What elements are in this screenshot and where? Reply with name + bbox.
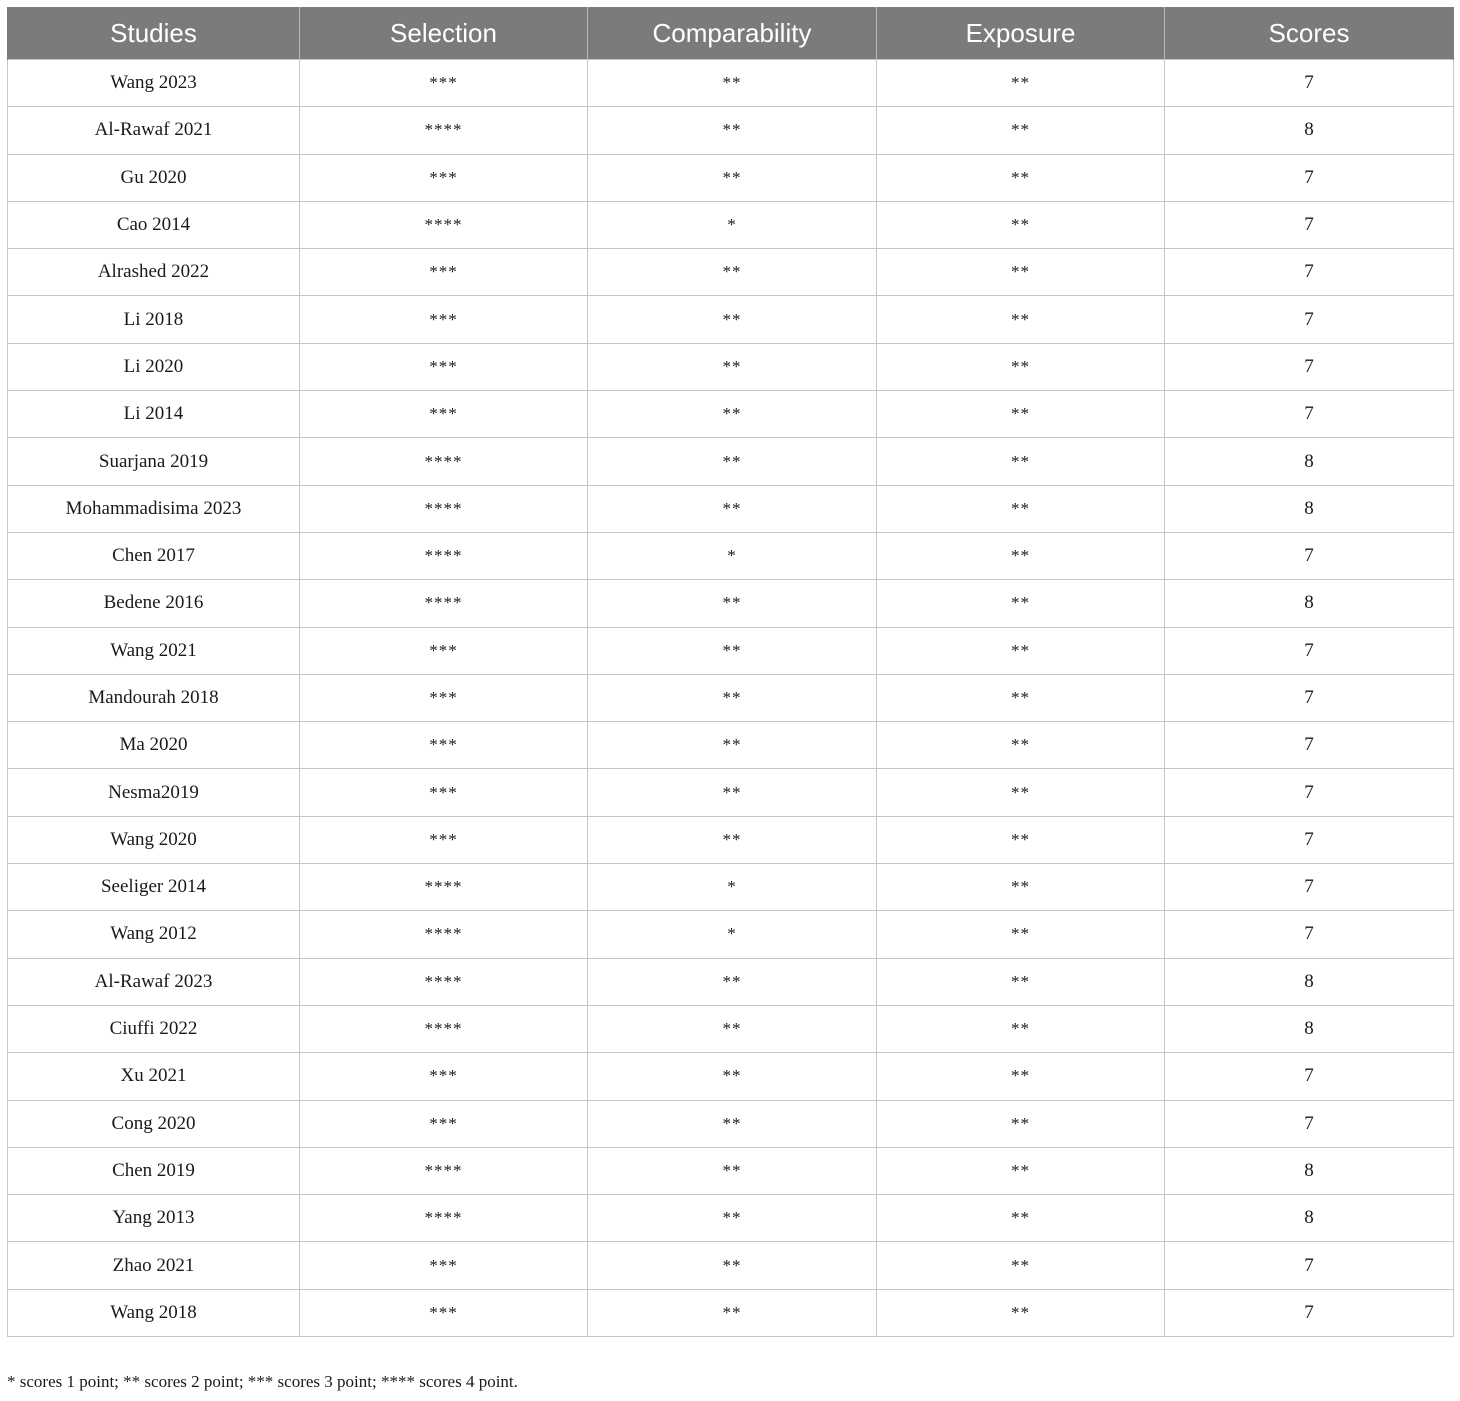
- score-cell: 8: [1165, 1195, 1454, 1242]
- score-cell: 7: [1165, 627, 1454, 674]
- table-row: [8, 1242, 1454, 1289]
- exposure-cell: **: [877, 580, 1165, 627]
- table-row: [8, 485, 1454, 532]
- table-row: [8, 1147, 1454, 1194]
- exposure-cell: **: [877, 722, 1165, 769]
- score-cell: 8: [1165, 107, 1454, 154]
- score-cell: 8: [1165, 580, 1454, 627]
- selection-cell: ****: [300, 864, 588, 911]
- score-cell: 8: [1165, 958, 1454, 1005]
- study-name-cell: Li 2018: [8, 296, 300, 343]
- exposure-cell: **: [877, 769, 1165, 816]
- comparability-cell: **: [588, 1195, 877, 1242]
- exposure-cell: **: [877, 485, 1165, 532]
- comparability-cell: **: [588, 1100, 877, 1147]
- study-name-cell: Al-Rawaf 2021: [8, 107, 300, 154]
- selection-cell: ****: [300, 1005, 588, 1052]
- table-row: [8, 1005, 1454, 1052]
- selection-cell: ***: [300, 1100, 588, 1147]
- comparability-cell: **: [588, 1289, 877, 1336]
- study-name-cell: Seeliger 2014: [8, 864, 300, 911]
- selection-cell: ****: [300, 438, 588, 485]
- exposure-cell: **: [877, 627, 1165, 674]
- score-cell: 8: [1165, 1005, 1454, 1052]
- score-cell: 7: [1165, 769, 1454, 816]
- study-name-cell: Bedene 2016: [8, 580, 300, 627]
- quality-assessment-table-wrapper: [7, 7, 1453, 1337]
- study-name-cell: Ciuffi 2022: [8, 1005, 300, 1052]
- comparability-cell: **: [588, 249, 877, 296]
- table-row: [8, 627, 1454, 674]
- score-cell: 8: [1165, 485, 1454, 532]
- selection-cell: ***: [300, 1053, 588, 1100]
- selection-cell: ***: [300, 769, 588, 816]
- exposure-cell: **: [877, 816, 1165, 863]
- exposure-cell: **: [877, 1005, 1165, 1052]
- comparability-cell: **: [588, 343, 877, 390]
- table-row: [8, 532, 1454, 579]
- comparability-cell: **: [588, 60, 877, 107]
- comparability-cell: *: [588, 911, 877, 958]
- selection-cell: ***: [300, 154, 588, 201]
- table-row: [8, 391, 1454, 438]
- comparability-cell: **: [588, 107, 877, 154]
- table-row: [8, 769, 1454, 816]
- exposure-cell: **: [877, 958, 1165, 1005]
- study-name-cell: Gu 2020: [8, 154, 300, 201]
- table-row: [8, 580, 1454, 627]
- exposure-cell: **: [877, 201, 1165, 248]
- study-name-cell: Chen 2017: [8, 532, 300, 579]
- selection-cell: ***: [300, 816, 588, 863]
- header-row: [8, 7, 1454, 60]
- study-name-cell: Wang 2020: [8, 816, 300, 863]
- study-name-cell: Al-Rawaf 2023: [8, 958, 300, 1005]
- table-row: [8, 296, 1454, 343]
- selection-cell: ****: [300, 107, 588, 154]
- table-row: [8, 107, 1454, 154]
- study-name-cell: Wang 2021: [8, 627, 300, 674]
- study-name-cell: Ma 2020: [8, 722, 300, 769]
- score-cell: 7: [1165, 532, 1454, 579]
- study-name-cell: Alrashed 2022: [8, 249, 300, 296]
- study-name-cell: Wang 2018: [8, 1289, 300, 1336]
- selection-cell: ***: [300, 249, 588, 296]
- table-row: [8, 343, 1454, 390]
- study-name-cell: Mandourah 2018: [8, 674, 300, 721]
- score-cell: 7: [1165, 391, 1454, 438]
- score-cell: 7: [1165, 1242, 1454, 1289]
- study-name-cell: Zhao 2021: [8, 1242, 300, 1289]
- study-name-cell: Cao 2014: [8, 201, 300, 248]
- exposure-cell: **: [877, 532, 1165, 579]
- column-header-studies: Studies: [8, 7, 300, 60]
- selection-cell: ***: [300, 674, 588, 721]
- study-name-cell: Suarjana 2019: [8, 438, 300, 485]
- table-row: [8, 154, 1454, 201]
- exposure-cell: **: [877, 674, 1165, 721]
- exposure-cell: **: [877, 60, 1165, 107]
- selection-cell: ***: [300, 1242, 588, 1289]
- score-cell: 7: [1165, 249, 1454, 296]
- table-row: [8, 1195, 1454, 1242]
- table-row: [8, 249, 1454, 296]
- score-cell: 7: [1165, 722, 1454, 769]
- selection-cell: ***: [300, 343, 588, 390]
- comparability-cell: **: [588, 296, 877, 343]
- selection-cell: ****: [300, 532, 588, 579]
- score-cell: 7: [1165, 864, 1454, 911]
- exposure-cell: **: [877, 154, 1165, 201]
- study-name-cell: Wang 2023: [8, 60, 300, 107]
- table-footnote: * scores 1 point; ** scores 2 point; *** scores 3 point; **** scores 4 point.: [7, 1372, 518, 1391]
- table-row: [8, 60, 1454, 107]
- table-row: [8, 1053, 1454, 1100]
- study-name-cell: Yang 2013: [8, 1195, 300, 1242]
- table-row: [8, 864, 1454, 911]
- exposure-cell: **: [877, 1147, 1165, 1194]
- exposure-cell: **: [877, 864, 1165, 911]
- comparability-cell: **: [588, 391, 877, 438]
- column-header-comparability: Comparability: [588, 7, 877, 60]
- table-row: [8, 958, 1454, 1005]
- comparability-cell: **: [588, 154, 877, 201]
- score-cell: 7: [1165, 343, 1454, 390]
- table-row: [8, 1289, 1454, 1336]
- selection-cell: ***: [300, 60, 588, 107]
- exposure-cell: **: [877, 911, 1165, 958]
- table-row: [8, 201, 1454, 248]
- comparability-cell: **: [588, 627, 877, 674]
- table-body: [8, 60, 1454, 1337]
- selection-cell: ***: [300, 296, 588, 343]
- comparability-cell: **: [588, 674, 877, 721]
- exposure-cell: **: [877, 343, 1165, 390]
- selection-cell: ***: [300, 1289, 588, 1336]
- comparability-cell: *: [588, 864, 877, 911]
- comparability-cell: *: [588, 201, 877, 248]
- exposure-cell: **: [877, 249, 1165, 296]
- exposure-cell: **: [877, 438, 1165, 485]
- study-name-cell: Li 2014: [8, 391, 300, 438]
- score-cell: 7: [1165, 816, 1454, 863]
- selection-cell: ****: [300, 1147, 588, 1194]
- score-cell: 7: [1165, 1053, 1454, 1100]
- study-name-cell: Cong 2020: [8, 1100, 300, 1147]
- exposure-cell: **: [877, 107, 1165, 154]
- table-row: [8, 722, 1454, 769]
- score-cell: 7: [1165, 296, 1454, 343]
- exposure-cell: **: [877, 1195, 1165, 1242]
- column-header-exposure: Exposure: [877, 7, 1165, 60]
- exposure-cell: **: [877, 1289, 1165, 1336]
- study-name-cell: Xu 2021: [8, 1053, 300, 1100]
- table-row: [8, 911, 1454, 958]
- column-header-selection: Selection: [300, 7, 588, 60]
- exposure-cell: **: [877, 1100, 1165, 1147]
- selection-cell: ***: [300, 627, 588, 674]
- column-header-scores: Scores: [1165, 7, 1454, 60]
- comparability-cell: **: [588, 438, 877, 485]
- score-cell: 7: [1165, 911, 1454, 958]
- study-name-cell: Wang 2012: [8, 911, 300, 958]
- score-cell: 7: [1165, 674, 1454, 721]
- comparability-cell: **: [588, 769, 877, 816]
- comparability-cell: **: [588, 1147, 877, 1194]
- selection-cell: ****: [300, 1195, 588, 1242]
- study-name-cell: Mohammadisima 2023: [8, 485, 300, 532]
- table-row: [8, 438, 1454, 485]
- table-row: [8, 1100, 1454, 1147]
- score-cell: 7: [1165, 201, 1454, 248]
- selection-cell: ***: [300, 391, 588, 438]
- score-cell: 8: [1165, 1147, 1454, 1194]
- exposure-cell: **: [877, 1053, 1165, 1100]
- selection-cell: ***: [300, 722, 588, 769]
- score-cell: 7: [1165, 154, 1454, 201]
- score-cell: 7: [1165, 1289, 1454, 1336]
- comparability-cell: **: [588, 958, 877, 1005]
- exposure-cell: **: [877, 391, 1165, 438]
- table-header: [8, 7, 1454, 60]
- comparability-cell: **: [588, 722, 877, 769]
- exposure-cell: **: [877, 296, 1165, 343]
- study-name-cell: Li 2020: [8, 343, 300, 390]
- score-cell: 8: [1165, 438, 1454, 485]
- selection-cell: ****: [300, 485, 588, 532]
- quality-assessment-table: [7, 7, 1454, 1337]
- comparability-cell: *: [588, 532, 877, 579]
- table-row: [8, 674, 1454, 721]
- selection-cell: ****: [300, 201, 588, 248]
- comparability-cell: **: [588, 1242, 877, 1289]
- table-row: [8, 816, 1454, 863]
- comparability-cell: **: [588, 816, 877, 863]
- study-name-cell: Chen 2019: [8, 1147, 300, 1194]
- comparability-cell: **: [588, 1053, 877, 1100]
- comparability-cell: **: [588, 485, 877, 532]
- selection-cell: ****: [300, 580, 588, 627]
- comparability-cell: **: [588, 1005, 877, 1052]
- exposure-cell: **: [877, 1242, 1165, 1289]
- score-cell: 7: [1165, 60, 1454, 107]
- comparability-cell: **: [588, 580, 877, 627]
- score-cell: 7: [1165, 1100, 1454, 1147]
- selection-cell: ****: [300, 911, 588, 958]
- study-name-cell: Nesma2019: [8, 769, 300, 816]
- selection-cell: ****: [300, 958, 588, 1005]
